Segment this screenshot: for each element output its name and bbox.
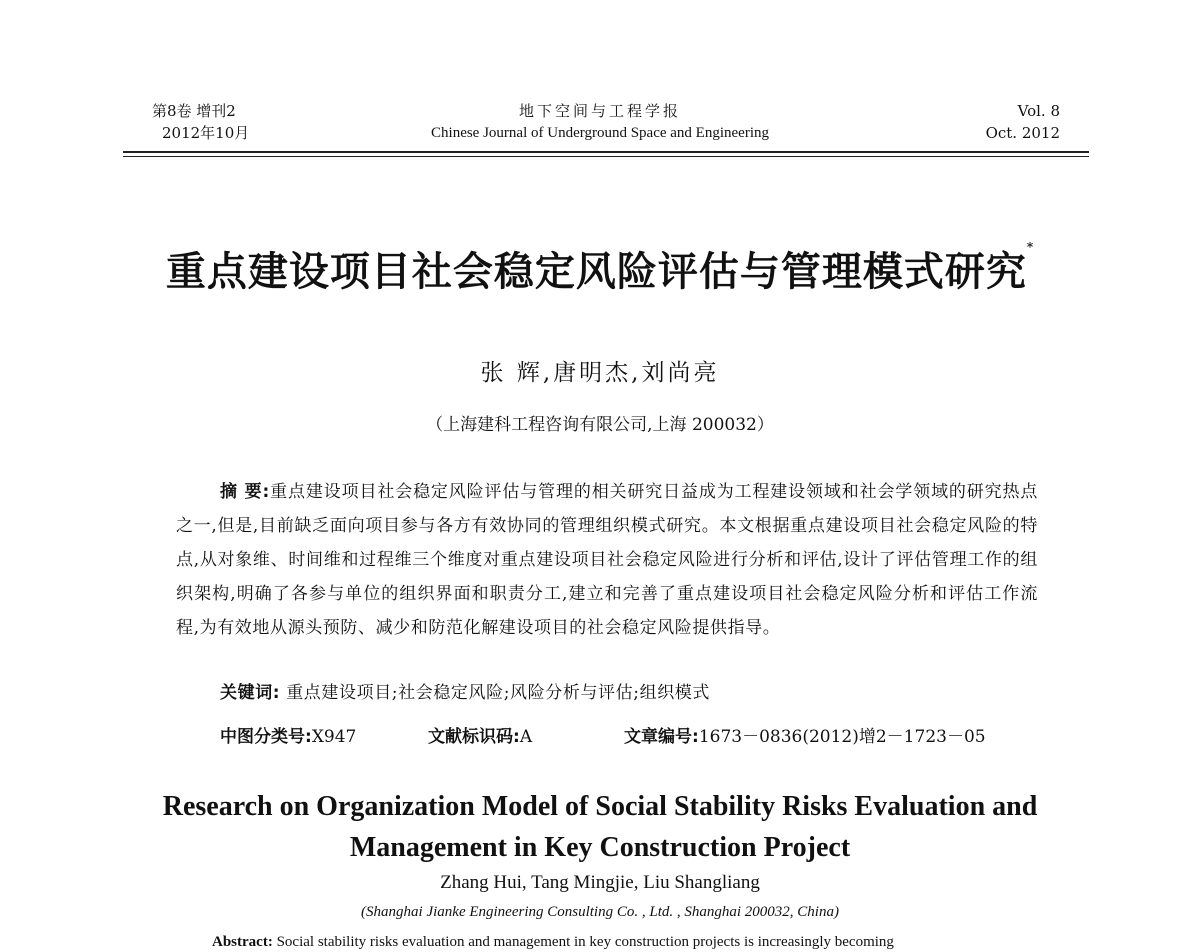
volume-en: Vol. 8 <box>1017 102 1060 120</box>
english-authors: Zhang Hui, Tang Mingjie, Liu Shangliang <box>440 872 760 893</box>
english-title <box>0 786 1200 868</box>
english-affiliation: (Shanghai Jianke Engineering Consulting Co. , Ltd. , Shanghai 200032, China) <box>361 904 839 920</box>
paper-title-text: 重点建设项目社会稳定风险评估与管理模式研究 <box>165 248 1027 295</box>
journal-volume-en <box>986 100 1060 144</box>
journal-name-en: Chinese Journal of Underground Space and Engineering <box>431 125 769 141</box>
article-number-label: 文章编号: <box>624 727 699 747</box>
english-abstract <box>212 934 1042 951</box>
volume-issue: 第8卷 增刊2 <box>152 102 236 120</box>
abstract-cn <box>176 475 1038 645</box>
english-abstract-text: Social stability risks evaluation and management in key construction projects is increasingly becoming <box>272 934 894 950</box>
clc-label: 中图分类号: <box>220 727 312 747</box>
header-rule-thick <box>123 151 1089 153</box>
author-list: 张 辉,唐明杰,刘尚亮 <box>480 360 720 386</box>
abstract-label: 摘 要: <box>220 482 270 502</box>
english-title-line-1: Research on Organization Model of Social Stability Risks Evaluation and <box>162 791 1038 822</box>
english-abstract-label: Abstract: <box>212 934 273 950</box>
clc-value: X947 <box>311 727 357 747</box>
keywords-label: 关键词: <box>220 683 281 703</box>
affiliation: （上海建科工程咨询有限公司,上海 200032） <box>426 415 774 435</box>
clc-number <box>220 722 428 747</box>
journal-name-cn: 地下空间与工程学报 <box>518 102 681 120</box>
publication-date: 2012年10月 <box>162 124 250 142</box>
abstract-text: 重点建设项目社会稳定风险评估与管理的相关研究日益成为工程建设领域和社会学领域的研究热点之一,但是,目前缺乏面向项目参与各方有效协同的管理组织模式研究。本文根据重点建设项目社会稳定风险的特点,从对象维、时间维和过程维三个维度对重点建设项目社会稳定风险进行分析和评估,设计了评估管理工作的组织架构,明确了各参与单位的组织界面和职责分工,建立和完善了重点建设项目社会稳定风险分析和评估工作流程,为有效地从源头预防、减少和防范化解建设项目的社会稳定风险提供指导。 <box>176 482 1038 638</box>
english-title-line-2: Management in Key Construction Project <box>349 832 851 863</box>
date-en: Oct. 2012 <box>985 124 1060 142</box>
header-rule-thin <box>123 156 1089 157</box>
title-footnote-mark: * <box>1026 240 1035 254</box>
keywords-text: 重点建设项目;社会稳定风险;风险分析与评估;组织模式 <box>280 683 710 703</box>
classification-line <box>220 722 1080 747</box>
doc-code-value: A <box>519 727 533 747</box>
doc-code-label: 文献标识码: <box>428 727 520 747</box>
article-number <box>624 722 986 747</box>
paper-title <box>0 240 1200 297</box>
document-code <box>428 722 624 747</box>
keywords <box>220 678 710 703</box>
article-number-value: 1673－0836(2012)增2－1723－05 <box>698 727 986 747</box>
